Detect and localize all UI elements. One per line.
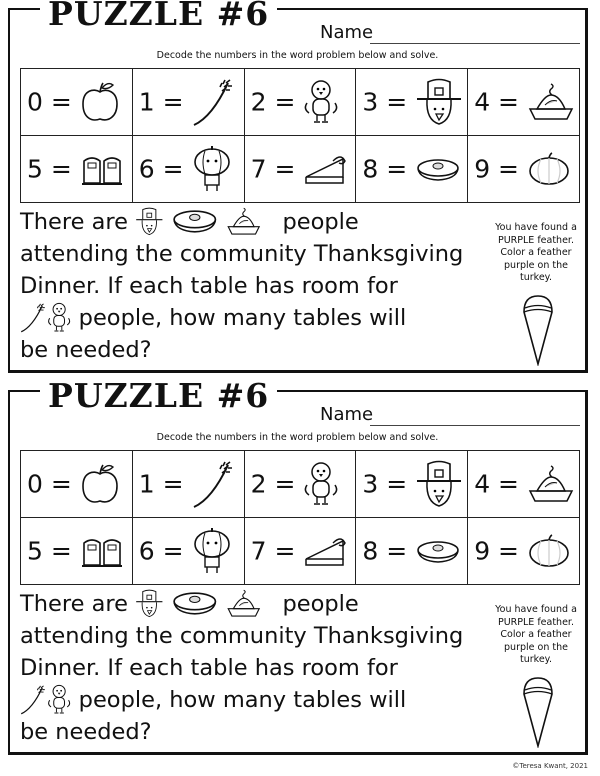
apple-icon [80,86,120,115]
key-equals: = [50,154,72,184]
pumpkin-icon [527,535,571,564]
key-cell [132,518,244,585]
key-digit: 0 [27,87,43,117]
wheat-icon [20,305,47,331]
turkey-icon [47,305,71,331]
feather-note [488,604,584,667]
key-cell [132,451,244,518]
pumpkin-icon [527,153,571,182]
key-digit: 3 [362,87,379,117]
feather-icon[interactable] [521,294,555,370]
problem-text: people, how many tables will [78,305,407,331]
key-digit: 1 [138,469,155,499]
key-cell [132,136,244,203]
turkey-icon [303,468,339,497]
pie-dish-icon [226,209,261,235]
instructions: Decode the numbers in the word problem below and solve. [156,50,439,61]
key-digit: 4 [474,87,491,117]
puzzle-panel-2 [8,376,588,755]
note-line: turkey. [520,272,552,283]
feather-note [488,222,584,285]
key-equals: = [498,536,519,566]
name-label: Name [320,404,374,425]
pilgrim-icon [135,591,164,617]
key-digit: 5 [27,536,43,566]
key-equals: = [162,154,184,184]
problem-line: Dinner. If each table has room for [20,655,398,681]
key-equals: = [162,87,184,117]
note-line: purple on the [504,259,568,271]
problem-line: attending the community Thanksgiving [20,623,464,649]
name-label: Name [320,22,374,43]
key-equals: = [386,536,408,566]
problem-line: Dinner. If each table has room for [20,273,398,299]
key-row [21,451,580,518]
feather-icon[interactable] [521,676,555,752]
key-equals: = [386,154,408,184]
key-digit: 9 [474,536,491,566]
key-equals: = [386,87,408,117]
key-cell [21,69,133,136]
key-cell [468,451,580,518]
key-equals: = [498,469,519,499]
key-digit: 9 [474,154,491,184]
key-cell [468,69,580,136]
copyright: ©Teresa Kwant, 2021 [512,762,588,770]
key-digit: 2 [250,87,267,117]
pilgrim-icon [135,209,164,235]
problem-line: be needed? [20,719,152,745]
key-equals: = [162,469,184,499]
key-digit: 2 [250,469,267,499]
pilgrim-icon [415,468,463,497]
key-equals: = [274,536,296,566]
shoes-icon [80,535,126,564]
note-line: Color a feather [500,247,572,258]
key-cell [244,69,356,136]
puzzle-title: PUZZLE #6 [40,0,277,32]
key-digit: 8 [362,154,379,184]
problem-text: people, how many tables will [78,687,407,713]
wheat-icon [192,86,236,115]
problem-line: attending the community Thanksgiving [20,241,464,267]
name-field[interactable] [370,425,580,426]
key-digit: 3 [362,469,379,499]
key-cell [21,136,133,203]
pilgrim-icon [415,86,463,115]
key-row [21,518,580,585]
problem-line: be needed? [20,337,152,363]
decoder-key-table [20,450,580,585]
key-cell [21,451,133,518]
pie-dish-icon [527,86,575,115]
shoes-icon [80,153,126,182]
problem-line [20,206,463,238]
pie-dish-icon [226,591,261,617]
key-cell [244,518,356,585]
key-cell [356,136,468,203]
key-digit: 1 [138,87,155,117]
key-equals: = [274,469,296,499]
key-equals: = [386,469,408,499]
key-cell [132,69,244,136]
key-equals: = [162,536,184,566]
pumpkin-character-icon [192,153,232,182]
note-line: You have found a [495,604,577,615]
pie-slice-icon [303,153,351,182]
pie-icon [171,591,219,617]
problem-text: There are [20,209,128,235]
note-line: turkey. [520,654,552,665]
wheat-icon [20,687,47,713]
apple-icon [80,468,120,497]
key-equals: = [274,154,296,184]
problem-text: people [282,209,359,235]
key-cell [244,451,356,518]
problem-text: people [282,591,359,617]
puzzle-panel-1 [8,0,588,373]
key-row [21,69,580,136]
note-line: purple on the [504,641,568,653]
key-digit: 5 [27,154,43,184]
instructions: Decode the numbers in the word problem below and solve. [156,432,439,443]
key-cell [356,518,468,585]
key-cell [468,136,580,203]
key-digit: 8 [362,536,379,566]
decoder-key-table [20,68,580,203]
key-cell [244,136,356,203]
key-cell [356,69,468,136]
key-cell [356,451,468,518]
turkey-icon [47,687,71,713]
note-line: PURPLE feather. [498,616,574,628]
key-equals: = [50,87,72,117]
key-equals: = [50,536,72,566]
note-line: PURPLE feather. [498,234,574,246]
pie-icon [415,154,461,183]
key-digit: 4 [474,469,491,499]
key-digit: 7 [250,154,267,184]
note-line: You have found a [495,222,577,233]
wheat-icon [192,468,236,497]
key-digit: 6 [138,154,155,184]
key-digit: 7 [250,536,267,566]
pie-icon [415,536,461,565]
word-problem [20,206,463,366]
name-field[interactable] [370,43,580,44]
key-cell [468,518,580,585]
key-digit: 6 [138,536,155,566]
puzzle-title: PUZZLE #6 [40,378,277,414]
pie-slice-icon [303,535,351,564]
pie-dish-icon [527,468,575,497]
key-digit: 0 [27,469,43,499]
problem-line [20,684,463,716]
key-row [21,136,580,203]
key-equals: = [498,87,519,117]
problem-line [20,588,463,620]
pumpkin-character-icon [192,535,232,564]
key-equals: = [50,469,72,499]
word-problem [20,588,463,748]
problem-line [20,302,463,334]
note-line: Color a feather [500,629,572,640]
key-equals: = [274,87,296,117]
pie-icon [171,209,219,235]
problem-text: There are [20,591,128,617]
key-equals: = [498,154,519,184]
key-cell [21,518,133,585]
turkey-icon [303,86,339,115]
